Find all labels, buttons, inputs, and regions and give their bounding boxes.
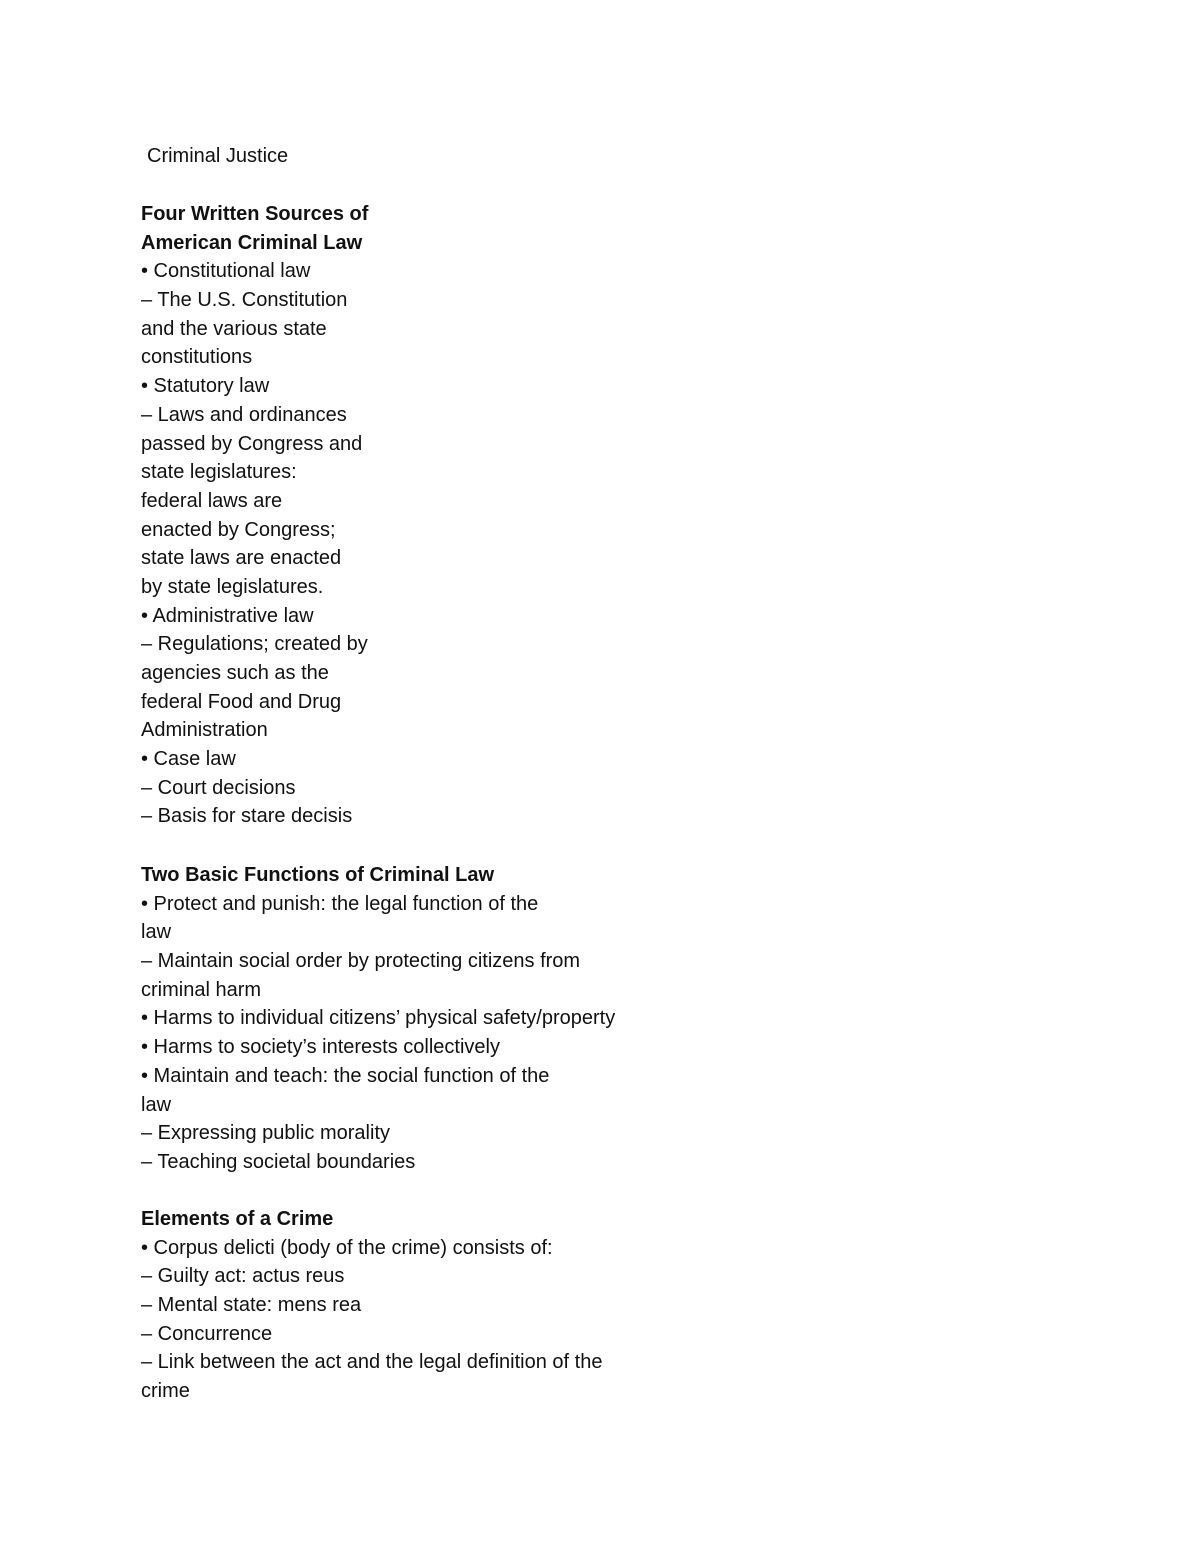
section-written-sources <box>141 200 701 831</box>
sub-item-continuation: federal Food and Drug <box>141 690 342 713</box>
sub-item-continuation: state legislatures: <box>141 461 297 484</box>
sub-item-continuation: federal laws are <box>141 489 283 512</box>
sub-item: – Guilty act: actus reus <box>141 1265 345 1288</box>
section-heading: Two Basic Functions of Criminal Law <box>141 864 494 886</box>
sub-item: – Maintain social order by protecting citizens from <box>141 950 581 973</box>
sub-item-continuation: passed by Congress and <box>141 432 363 455</box>
sub-item-continuation: Administration <box>141 719 268 742</box>
bullet-item: • Harms to society’s interests collectively <box>141 1036 500 1059</box>
sub-item: – Laws and ordinances <box>141 403 347 426</box>
sub-item: – Teaching societal boundaries <box>141 1150 416 1173</box>
document-title: Criminal Justice <box>147 145 289 167</box>
sub-item-continuation: crime <box>141 1380 190 1403</box>
sub-item: – Concurrence <box>141 1322 273 1345</box>
bullet-item: • Corpus delicti (body of the crime) consists of: <box>141 1236 553 1259</box>
bullet-item: • Constitutional law <box>141 260 311 283</box>
sub-item-continuation: constitutions <box>141 346 253 369</box>
bullet-item: • Case law <box>141 748 236 771</box>
bullet-item-continuation: law <box>141 1093 172 1116</box>
sub-item: – Expressing public morality <box>141 1122 390 1145</box>
section-heading: Elements of a Crime <box>141 1208 334 1230</box>
sub-item-continuation: and the various state <box>141 317 327 340</box>
bullet-item-continuation: law <box>141 921 172 944</box>
section-elements-of-crime <box>141 1205 701 1406</box>
bullet-item: • Administrative law <box>141 604 314 627</box>
section-heading: American Criminal Law <box>141 231 363 254</box>
sub-item-continuation: by state legislatures. <box>141 575 324 598</box>
bullet-item: • Statutory law <box>141 375 270 398</box>
section-heading: Four Written Sources of <box>141 203 369 225</box>
sub-item: – Mental state: mens rea <box>141 1294 362 1317</box>
sub-item-continuation: agencies such as the <box>141 662 329 684</box>
sub-item-continuation: criminal harm <box>141 978 262 1001</box>
section-basic-functions <box>141 861 701 1177</box>
sub-item: – Regulations; created by <box>141 633 368 656</box>
bullet-item: • Protect and punish: the legal function of the <box>141 892 539 915</box>
sub-item: – Link between the act and the legal definition of the <box>141 1351 603 1374</box>
sub-item: – Basis for stare decisis <box>141 805 353 828</box>
sub-item: – The U.S. Constitution <box>141 289 348 312</box>
sub-item-continuation: enacted by Congress; <box>141 518 336 541</box>
bullet-item: • Harms to individual citizens’ physical safety/property <box>141 1007 616 1030</box>
bullet-item: • Maintain and teach: the social function of the <box>141 1064 550 1087</box>
sub-item-continuation: state laws are enacted <box>141 547 342 570</box>
sub-item: – Court decisions <box>141 776 296 799</box>
